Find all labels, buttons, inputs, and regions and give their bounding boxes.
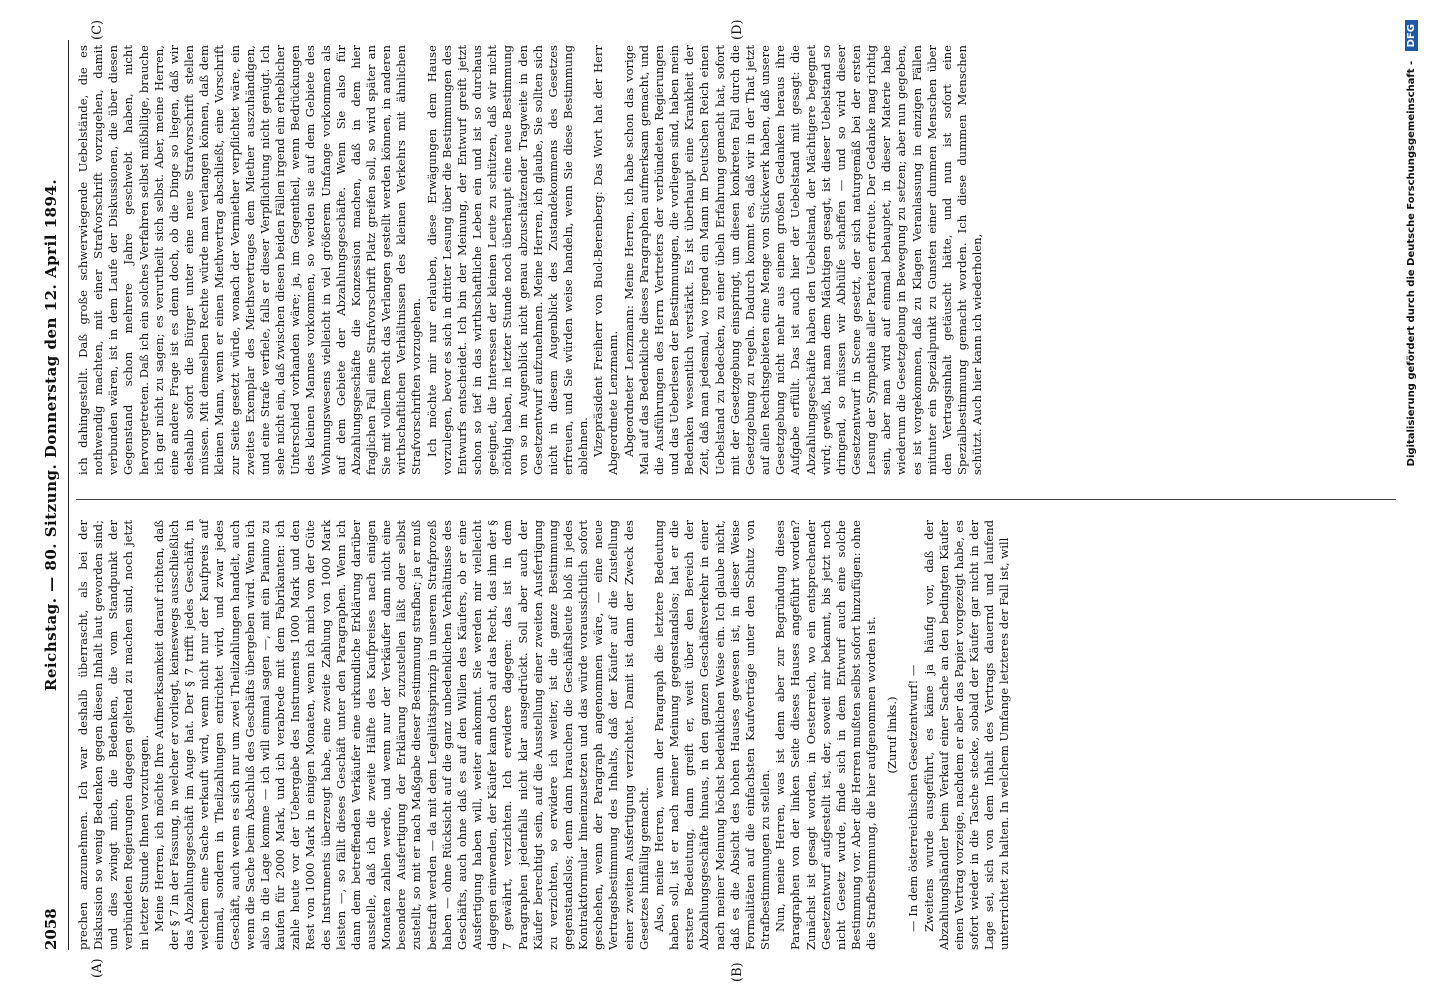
paragraph: — In dem österreichischen Gesetzentwurf! — <box>906 664 921 932</box>
paragraph: Meine Herren, ich möchte Ihre Aufmerksamkeit darauf richten, daß der § 7 in der Fassung, in welcher er vorliegt, keineswegs ausschließlich das Abzahlungsgeschäft im Auge hat. Der § 7 trifft jedes Geschäft, in welchem eine Sache verkauft wird, wenn nicht nur der Kaufpreis auf einmal, sondern in Theilzahlungen entrichtet wird, und zwar jedes Geschäft, auch wenn es sich nur um zwei Theilzahlungen handelt, auch wenn die Sache beim Abschluß des Geschäfts übergeben wird. Wenn ich also in die Lage komme — ich will einmal sagen —, mit ein Pianino zu kaufen für 2000 Mark, und ich verabrede mit dem Fabrikanten: ich zahle heute vor der Uebergabe des Instruments 1000 Mark und den Rest von 1000 Mark in einigen Monaten, wenn ich mich von der Güte des Instruments überzeugt habe, eine zweite Zahlung von 1000 Mark leisten —, so fällt dieses Geschäft unter den Paragraphen. Wenn ich dann dem betreffenden Verkäufer eine urkundliche Erklärung darüber ausstelle, daß ich die zweite Hälfte des Kaufpreises nach einigen Monaten zahlen werde, und wenn nur der Verkäufer dann nicht eine besondere Ausfertigung der Erklärung zuzustellen läßt oder selbst zustellt, so mit er nach Maßgabe dieser Bestimmung strafbar; ja er muß bestraft werden — da mit dem Legalitätsprinzip in unserem Strafprozeß haben — ohne Rücksicht auf die ganz unbedenklichen Verhältnisse des Geschäfts, auch ohne daß es auf den Willen des Käufers, ob er eine Ausfertigung haben will, weiter ankommt. Sie werden mir vielleicht dagegen einwenden, der Käufer kann doch auf das Recht, das ihm der § 7 gewährt, verzichten. Ich erwidere dagegen: das ist in dem Paragraphen jedenfalls nicht klar ausgedrückt. Soll aber auch der Käufer berechtigt sein, auf die Ausstellung einer zweiten Ausfertigung zu verzichten, so erwidere ich weiter, ist die ganze Bestimmung gegenstandslos; denn dann brauchen die Geschäftsleute bloß in jedes Kontraktformular hineinzusetzen und das würde voraussichtlich sofort geschehen, wenn der Paragraph angenommen wäre, — eine neue Vertragsbestimmung des Inhalts, daß der Käufer auf die Zustellung einer zweiten Ausfertigung verzichtet. Damit ist dann der Zweck des Gesetzes hinfällig gemacht. <box>151 520 651 950</box>
dfg-logo: DFG <box>1405 20 1418 51</box>
header-rule <box>68 40 69 950</box>
paragraph: prechen anzunehmen. Ich war deshalb überrascht, als bei der Diskussion so wenig Bedenken gegen diesen Inhalt laut geworden sind; und dies zwingt mich, die Bedenken, die vom Standpunkt der verbündeten Regierungen dagegen geltend zu machen sind, noch jetzt in letzter Stunde Ihnen vorzutragen. <box>76 520 151 950</box>
paragraph: Ich möchte mir nur erlauben, diese Erwägungen dem Hause vorzulegen, bevor es sich in dritter Lesung über die Bestimmungen des Entwurfs entscheidet. Ich bin der Meinung, der Entwurf greift jetzt schon so tief in das wirthschaftliche Leben ein und ist so durchaus geeignet, die Interessen der kleinen Leute zu schützen, daß wir nicht nöthig haben, in letzter Stunde noch überhaupt eine neue Bestimmung von so im Augenblick nicht genau abzuschätzender Tragweite in den Gesetzentwurf aufzunehmen. Meine Herren, ich glaube, Sie sollten sich nicht in diesem Augenblick des Zustandekommens des Gesetzes erfreuen, und Sie würden weise handeln, wenn Sie diese Bestimmung ablehnen. <box>424 45 591 475</box>
margin-mark-c: (C) <box>90 19 105 40</box>
speaker-paragraph: Vizepräsident Freiherr von Buol-Berenberg: Das Wort hat der Herr Abgeordnete Lenzmann. <box>591 45 621 475</box>
margin-mark-b: (B) <box>730 962 745 982</box>
left-column <box>76 520 1432 950</box>
page-number: 2058 <box>42 908 60 950</box>
paragraph: Zweitens wurde ausgeführt, es käme ja häufig vor, daß der Abzahlungshändler beim Verkauf einer Sache an den bedingten Käufer einen Vertrag vorzeige, nachdem er aber das Papier vorgezeigt habe, es sofort wieder in die Tasche stecke, sobald der Käufer gar nicht in der Lage sei, sich von dem Inhalt des Vertrags dauernd und laufend unterrichtet zu halten. In welchem Umfange letzteres der Fall ist, will <box>921 520 1012 950</box>
column-divider <box>76 499 1396 500</box>
running-head: Reichstag. — 80. Sitzung. Donnerstag den 12. April 1894. <box>42 178 60 692</box>
running-header <box>40 40 66 950</box>
paragraph: Also, meine Herren, wenn der Paragraph die letztere Bedeutung haben soll, ist er nach meiner Meinung gegenstandslos; hat er die erstere Bedeutung, dann greift er, weit über den Bereich der Abzahlungsgeschäfte hinaus, in den ganzen Geschäftsverkehr in einer nach meiner Meinung höchst bedenklichen Weise ein. Ich glaube nicht, daß es die Absicht des hohen Hauses gewesen ist, in dieser Weise Formalitäten auf die einfachsten Kaufverträge unter den Schutz von Strafbestimmungen zu stellen. <box>651 520 773 950</box>
margin-mark-a: (A) <box>90 958 105 978</box>
speaker-paragraph: Abgeordneter Lenzmann: Meine Herren, ich habe schon das vorige Mal auf das Bedenkliche dieses Paragraphen aufmerksam gemacht, und die Ausführungen des Herrn Vertreters der verbündeten Regierungen und das Ueberlesen der Bestimmungen, die vorliegen sind, haben mein Bedenken wesentlich verstärkt. Es ist überhaupt eine Krankheit der Zeit, daß man jedesmal, wo irgend ein Mann im Deutschen Reich einen Uebelstand zu bedecken, zu einer übeln Erfahrung gemacht hat, sofort mit der Gesetzgebung einspringt, um diesen konkreten Fall durch die Gesetzgebung zu regeln. Dadurch kommt es, daß wir in der That jetzt auf allen Rechtsgebieten eine Menge von Stückwerk haben, daß unsere Gesetzgebung nicht mehr aus einem großen Gedanken heraus ihre Aufgabe erfüllt. Das ist auch hier der Uebelstand mit gesagt: die Abzahlungsgeschäfte haben den Uebelstand, der Mächtigere begegnet wird; gewiß, hat man dem Mächtigen gesagt, ist dieser Uebelstand so dringend, so müssen wir Abhülfe schaffen — und so wird dieser Gesetzentwurf in Scene gesetzt, der sich naturgemäß bei der ersten Lesung der Sympathie aller Parteien erfreute. Der Gedanke mag richtig sein, aber man wird auf einmal behauptet, in dieser Materie habe wiederum die Gesetzgebung in Bewegung zu setzen; aber nun gegeben, es ist vorgekommen, daß zu Klagen Veranlassung in einzigen Fällen mitunter ein Spezialpunkt zu Gunsten einer dummen Menschen über den Vertragsinhalt getäuscht hätte, und nun ist sofort eine Spezialbestimmung gemacht worden. Ich diese dummen Menschen schützt. Auch hier kann ich wiederholen, <box>621 45 985 475</box>
right-column <box>76 45 1396 475</box>
paragraph: Nun, meine Herren, was ist denn aber zur Begründung dieses Paragraphen von der linken Seite dieses Hauses angeführt worden? Zunächst ist gesagt worden, in Oesterreich, wo ein entsprechender Gesetzentwurf aufgestellt ist, der, soweit mir bekannt, bis jetzt noch nicht Gesetz wurde, finde sich in dem Entwurf auch eine solche Bestimmung vor. Aber die Herren mußten selbst sofort hinzufügen: ohne die Strafbestimmung, die hier aufgenommen worden ist. <box>773 520 879 950</box>
digitization-note: Digitalisierung gefördert durch die Deutsche Forschungsgemeinschaft - <box>1406 60 1417 467</box>
digitization-footer <box>1405 0 1418 1000</box>
paragraph: ich dahingestellt. Daß große schwerwiegende Uebelstände, die es nothwendig machten, mit einer Strafvorschrift vorzugehen, damit verbunden wären, ist in dem Laufe der Diskussionen, die über diesen Gegenstand schon mehrere Jahre geschwebt haben, nicht hervorgetreten. Daß ich ein solches Verfahren selbst mißbillige, brauche ich gar nicht zu sagen; es verurtheilt sich selbst. Aber, meine Herren, eine andere Frage ist es denn doch, ob die Dinge so liegen, daß wir deshalb sofort die Bürger unter eine neue Strafvorschrift stellen müssen. Mit demselben Rechte würde man verlangen können, daß dem kleinen Mann, wenn er einen Miethvertrag abschließt, eine Vorschrift zur Seite gesetzt würde, wonach der Vermiether verpflichtet wäre, ein zweites Exemplar des Miethsvertrages dem Miether auszuhändigen, und eine Strafe verfiele, falls er dieser Verpflichtung nicht genügt. Ich sehe nicht ein, daß zwischen diesen beiden Fällen irgend ein erheblicher Unterschied vorhanden wäre; ja, im Gegentheil, wenn Bedrückungen des kleinen Mannes vorkommen, so werden sie auf dem Gebiete des Wohnungswesens vielleicht in viel größerem Umfange vorkommen als auf dem Gebiete der Abzahlungsgeschäfte. Wenn Sie also für Abzahlungsgeschäfte die Konzession machen, daß in dem hier fraglichen Fall eine Strafvorschrift Platz greifen soll, so wird später an Sie mit vollem Recht das Verlangen gestellt werden können, in anderen wirthschaftlichen Verhältnissen des kleinen Verkehrs mit ähnlichen Strafvorschriften vorzugehen. <box>76 45 424 475</box>
margin-mark-d: (D) <box>730 19 745 40</box>
interjection: (Zuruf links.) <box>885 696 900 774</box>
